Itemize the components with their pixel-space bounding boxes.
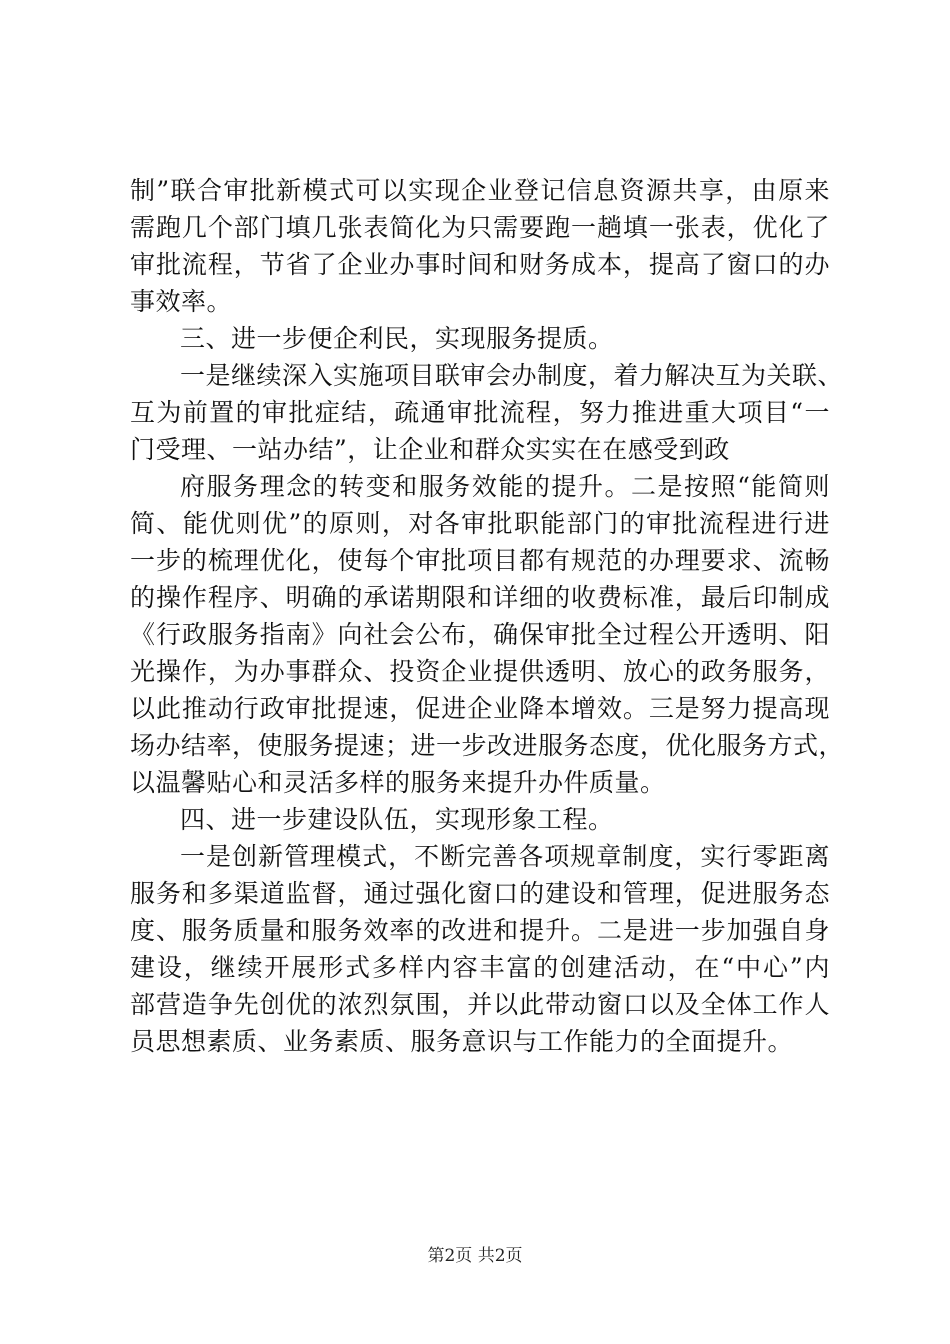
text-line: 门受理、一站办结”，让企业和群众实实在在感受到政 bbox=[130, 435, 730, 464]
text-line: 审批流程，节省了企业办事时间和财务成本，提高了窗口的办 bbox=[130, 250, 830, 279]
text-line: 需跑几个部门填几张表简化为只需要跑一趟填一张表，优化了 bbox=[130, 213, 830, 242]
text-line: 以温馨贴心和灵活多样的服务来提升办件质量。 bbox=[130, 768, 666, 797]
document-body bbox=[130, 172, 845, 1060]
text-line: 一是继续深入实施项目联审会办制度，着力解决互为关联、 bbox=[180, 361, 844, 390]
text-line: 《行政服务指南》向社会公布，确保审批全过程公开透明、阳 bbox=[130, 620, 830, 649]
text-line: 一步的梳理优化，使每个审批项目都有规范的办理要求、流畅 bbox=[130, 546, 830, 575]
text-line: 建设，继续开展形式多样内容丰富的创建活动，在“中心”内 bbox=[130, 953, 830, 982]
text-line: 简、能优则优”的原则，对各审批职能部门的审批流程进行进 bbox=[130, 509, 830, 538]
text-line: 互为前置的审批症结，疏通审批流程，努力推进重大项目“一 bbox=[130, 398, 830, 427]
text-line: 场办结率，使服务提速；进一步改进服务态度，优化服务方式， bbox=[130, 731, 845, 760]
text-line: 的操作程序、明确的承诺期限和详细的收费标准，最后印制成 bbox=[130, 583, 830, 612]
section-heading: 四、进一步建设队伍，实现形象工程。 bbox=[180, 805, 614, 834]
text-line: 部营造争先创优的浓烈氛围，并以此带动窗口以及全体工作人 bbox=[130, 990, 830, 1019]
text-line: 服务和多渠道监督，通过强化窗口的建设和管理，促进服务态 bbox=[130, 879, 830, 908]
text-line: 制”联合审批新模式可以实现企业登记信息资源共享，由原来 bbox=[130, 176, 830, 205]
text-line: 府服务理念的转变和服务效能的提升。二是按照“能简则 bbox=[180, 472, 830, 501]
page-number-footer: 第2页 共2页 bbox=[427, 1246, 523, 1266]
text-line: 光操作，为办事群众、投资企业提供透明、放心的政务服务， bbox=[130, 657, 830, 686]
text-line: 一是创新管理模式，不断完善各项规章制度，实行零距离 bbox=[180, 842, 830, 871]
section-heading: 三、进一步便企利民，实现服务提质。 bbox=[180, 324, 614, 353]
text-line: 以此推动行政审批提速，促进企业降本增效。三是努力提高现 bbox=[130, 694, 830, 723]
text-line: 员思想素质、业务素质、服务意识与工作能力的全面提升。 bbox=[130, 1027, 794, 1056]
text-line: 度、服务质量和服务效率的改进和提升。二是进一步加强自身 bbox=[130, 916, 830, 945]
text-line: 事效率。 bbox=[130, 287, 233, 316]
